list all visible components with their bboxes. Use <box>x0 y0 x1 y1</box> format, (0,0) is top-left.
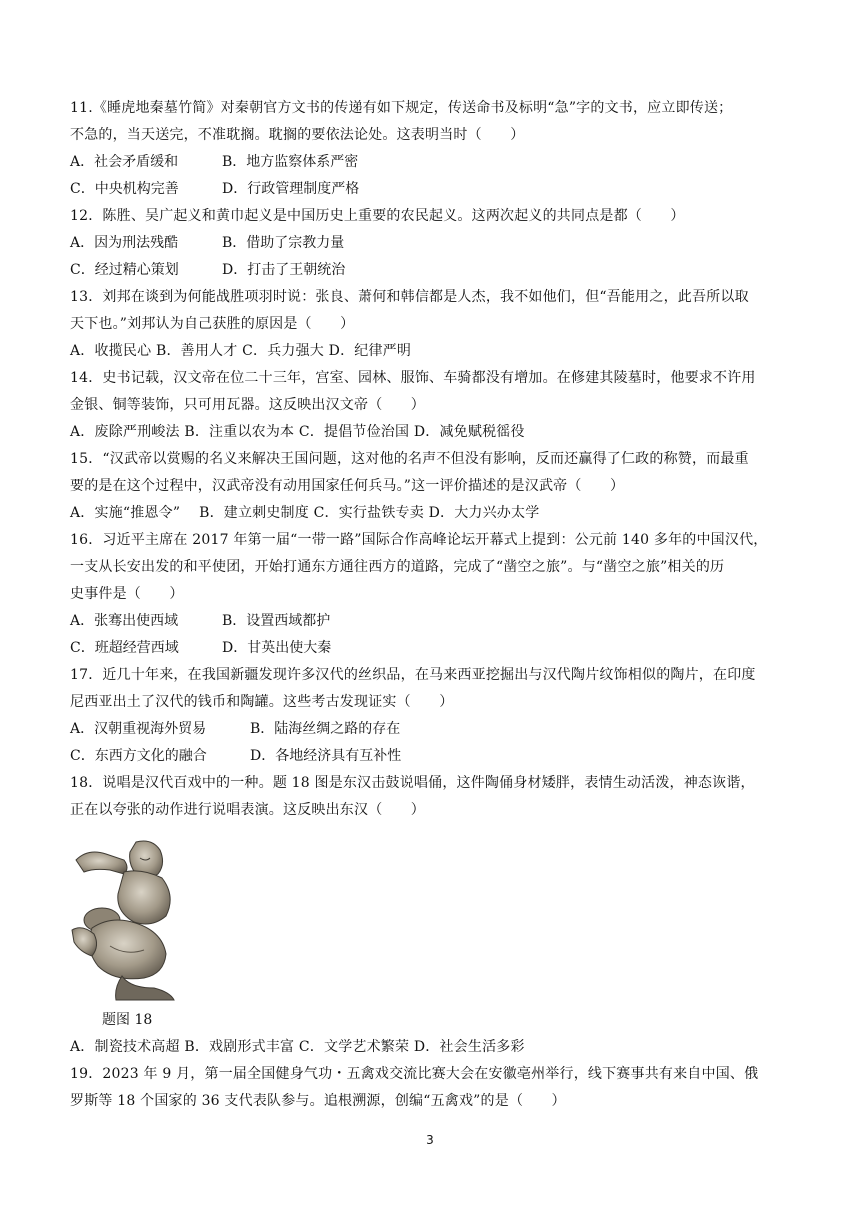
q17-stem-line-1: 17．近几十年来，在我国新疆发现许多汉代的丝织品，在马来西亚挖掘出与汉代陶片纹饰相似的陶片，在印度 <box>70 667 756 683</box>
q11-option-d: D．行政管理制度严格 <box>222 181 360 197</box>
q13-stem-line-2: 天下也。”刘邦认为自己获胜的原因是（ ） <box>70 316 355 332</box>
q16-stem-line-2: 一支从长安出发的和平使团，开始打通东方通往西方的道路，完成了“凿空之旅”。与“凿空之旅”相关的历 <box>70 559 725 575</box>
page-number: 3 <box>426 1133 434 1147</box>
q18-stem-line-1: 18．说唱是汉代百戏中的一种。题 18 图是东汉击鼓说唱俑，这件陶俑身材矮胖，表情生动活泼，神态诙谐， <box>70 775 755 791</box>
q11-stem-line-2: 不急的，当天送完，不准耽搁。耽搁的要依法论处。这表明当时（ ） <box>70 127 525 143</box>
q17-option-c: C．东西方文化的融合 <box>70 748 207 764</box>
q12-option-c: C．经过精心策划 <box>70 262 179 278</box>
q12-option-b: B．借助了宗教力量 <box>222 235 345 251</box>
q14-stem-line-2: 金银、铜等装饰，只可用瓦器。这反映出汉文帝（ ） <box>70 397 425 413</box>
q12-option-d: D．打击了王朝统治 <box>222 262 346 278</box>
q16-option-b: B．设置西域都护 <box>222 613 331 629</box>
q17-stem-line-2: 尼西亚出土了汉代的钱币和陶罐。这些考古发现证实（ ） <box>70 694 454 710</box>
q14-options: A．废除严刑峻法 B．注重以农为本 C．提倡节俭治国 D．减免赋税徭役 <box>70 424 525 440</box>
q16-option-a: A．张骞出使西域 <box>70 613 179 629</box>
q11-stem-line-1: 11.《睡虎地秦墓竹简》对秦朝官方文书的传递有如下规定，传送命书及标明“急”字的文书，应立即传送； <box>70 100 733 116</box>
q16-stem-line-1: 16．习近平主席在 2017 年第一届“一带一路”国际合作高峰论坛开幕式上提到：公元前 140 多年的中国汉代， <box>70 532 768 548</box>
q16-stem-line-3: 史事件是（ ） <box>70 586 184 602</box>
q12-option-a: A．因为刑法残酷 <box>70 235 179 251</box>
q11-option-a: A．社会矛盾缓和 <box>70 154 179 170</box>
q11-option-b: B．地方监察体系严密 <box>222 154 359 170</box>
q15-options: A．实施“推恩令” B．建立刺史制度 C．实行盐铁专卖 D．大力兴办太学 <box>70 505 540 521</box>
q14-stem-line-1: 14．史书记载，汉文帝在位二十三年，宫室、园林、服饰、车骑都没有增加。在修建其陵墓时，他要求不许用 <box>70 370 756 386</box>
q18-stem-line-2: 正在以夸张的动作进行说唱表演。这反映出东汉（ ） <box>70 802 425 818</box>
q11-option-c: C．中央机构完善 <box>70 181 179 197</box>
q17-option-a: A．汉朝重视海外贸易 <box>70 721 207 737</box>
q13-options: A．收揽民心 B．善用人才 C．兵力强大 D．纪律严明 <box>70 343 412 359</box>
q19-stem-line-1: 19．2023 年 9 月，第一届全国健身气功・五禽戏交流比赛大会在安徽亳州举行，线下赛事共有来自中国、俄 <box>70 1066 759 1082</box>
q13-stem-line-1: 13．刘邦在谈到为何能战胜项羽时说：张良、萧何和韩信都是人杰，我不如他们，但“吾能用之，此吾所以取 <box>70 289 749 305</box>
q16-option-c: C．班超经营西域 <box>70 640 179 656</box>
figure-caption: 题图 18 <box>102 1012 153 1028</box>
q15-stem-line-1: 15．“汉武帝以赏赐的名义来解决王国问题，这对他的名声不但没有影响，反而还赢得了仁政的称赞，而最重 <box>70 451 749 467</box>
q18-options: A．制瓷技术高超 B．戏剧形式丰富 C．文学艺术繁荣 D．社会生活多彩 <box>70 1039 525 1055</box>
q15-stem-line-2: 要的是在这个过程中，汉武帝没有动用国家任何兵马。”这一评价描述的是汉武帝（ ） <box>70 478 625 494</box>
q12-stem-line-1: 12．陈胜、吴广起义和黄巾起义是中国历史上重要的农民起义。这两次起义的共同点是都（ ） <box>70 208 685 224</box>
q16-option-d: D．甘英出使大秦 <box>222 640 332 656</box>
q17-option-b: B．陆海丝绸之路的存在 <box>250 721 401 737</box>
q19-stem-line-2: 罗斯等 18 个国家的 36 支代表队参与。追根溯源，创编“五禽戏”的是（ ） <box>70 1093 566 1109</box>
q17-option-d: D．各地经济具有互补性 <box>250 748 402 764</box>
storyteller-figurine-image <box>70 838 182 1002</box>
